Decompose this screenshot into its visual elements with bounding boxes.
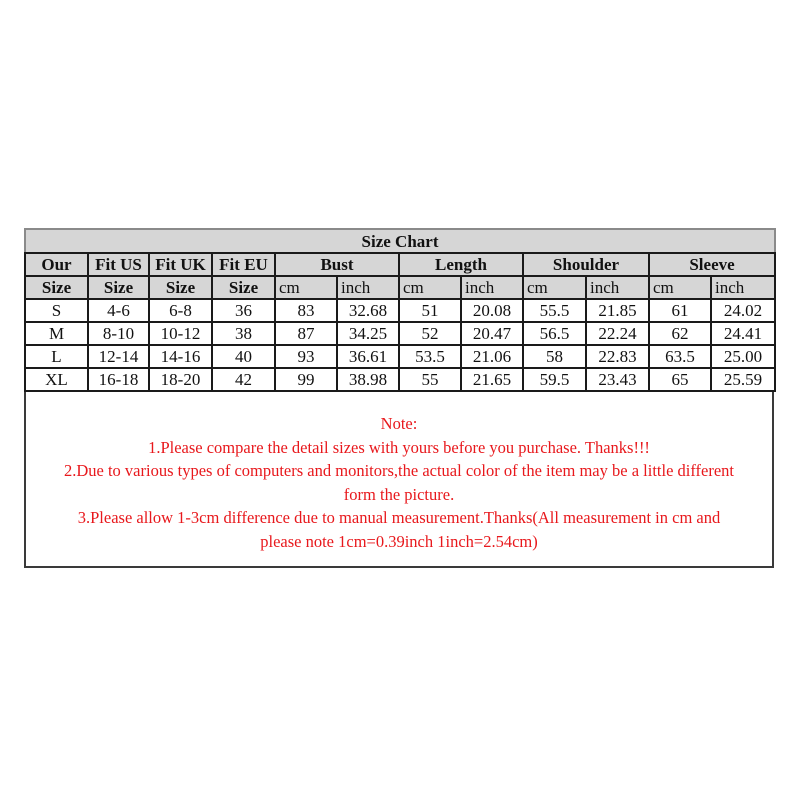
cell-length-cm: 52 bbox=[399, 322, 461, 345]
cell-bust-cm: 99 bbox=[275, 368, 337, 391]
cell-shoulder-cm: 59.5 bbox=[523, 368, 586, 391]
cell-length-inch: 21.65 bbox=[461, 368, 523, 391]
cell-sleeve-inch: 25.00 bbox=[711, 345, 775, 368]
cell-bust-cm: 87 bbox=[275, 322, 337, 345]
header-fit-uk: Fit UK bbox=[149, 253, 212, 276]
note-line-1: 1.Please compare the detail sizes with yours before you purchase. Thanks!!! bbox=[148, 437, 650, 457]
cell-uk: 6-8 bbox=[149, 299, 212, 322]
cell-length-inch: 20.08 bbox=[461, 299, 523, 322]
header-our-size: Our bbox=[25, 253, 88, 276]
cell-sleeve-cm: 65 bbox=[649, 368, 711, 391]
cell-sleeve-cm: 63.5 bbox=[649, 345, 711, 368]
unit-length-inch: inch bbox=[461, 276, 523, 299]
cell-eu: 36 bbox=[212, 299, 275, 322]
note-box bbox=[24, 392, 774, 568]
unit-bust-inch: inch bbox=[337, 276, 399, 299]
cell-length-cm: 51 bbox=[399, 299, 461, 322]
cell-size: L bbox=[25, 345, 88, 368]
header-shoulder: Shoulder bbox=[523, 253, 649, 276]
header-sleeve: Sleeve bbox=[649, 253, 775, 276]
unit-sleeve-inch: inch bbox=[711, 276, 775, 299]
cell-shoulder-cm: 55.5 bbox=[523, 299, 586, 322]
cell-size: S bbox=[25, 299, 88, 322]
cell-size: XL bbox=[25, 368, 88, 391]
cell-us: 12-14 bbox=[88, 345, 149, 368]
cell-sleeve-cm: 61 bbox=[649, 299, 711, 322]
cell-bust-inch: 32.68 bbox=[337, 299, 399, 322]
cell-us: 8-10 bbox=[88, 322, 149, 345]
header-fit-uk-2: Size bbox=[149, 276, 212, 299]
cell-bust-inch: 34.25 bbox=[337, 322, 399, 345]
cell-bust-cm: 93 bbox=[275, 345, 337, 368]
size-chart bbox=[24, 228, 774, 568]
unit-sleeve-cm: cm bbox=[649, 276, 711, 299]
cell-eu: 42 bbox=[212, 368, 275, 391]
header-bust: Bust bbox=[275, 253, 399, 276]
note-line-3: form the picture. bbox=[343, 484, 455, 504]
cell-bust-inch: 38.98 bbox=[337, 368, 399, 391]
cell-shoulder-cm: 56.5 bbox=[523, 322, 586, 345]
cell-uk: 18-20 bbox=[149, 368, 212, 391]
cell-length-cm: 53.5 bbox=[399, 345, 461, 368]
cell-eu: 38 bbox=[212, 322, 275, 345]
note-line-4: 3.Please allow 1-3cm difference due to manual measurement.Thanks(All measurement in cm and bbox=[77, 508, 721, 527]
cell-sleeve-inch: 24.02 bbox=[711, 299, 775, 322]
table-row bbox=[25, 368, 775, 391]
cell-shoulder-inch: 22.83 bbox=[586, 345, 649, 368]
table-title: Size Chart bbox=[25, 229, 775, 253]
cell-uk: 14-16 bbox=[149, 345, 212, 368]
table-row bbox=[25, 299, 775, 322]
unit-shoulder-cm: cm bbox=[523, 276, 586, 299]
cell-sleeve-inch: 24.41 bbox=[711, 322, 775, 345]
cell-bust-inch: 36.61 bbox=[337, 345, 399, 368]
cell-uk: 10-12 bbox=[149, 322, 212, 345]
cell-us: 16-18 bbox=[88, 368, 149, 391]
header-fit-us-2: Size bbox=[88, 276, 149, 299]
cell-sleeve-inch: 25.59 bbox=[711, 368, 775, 391]
cell-length-cm: 55 bbox=[399, 368, 461, 391]
unit-bust-cm: cm bbox=[275, 276, 337, 299]
cell-shoulder-cm: 58 bbox=[523, 345, 586, 368]
header-fit-eu: Fit EU bbox=[212, 253, 275, 276]
note-line-2: 2.Due to various types of computers and monitors,the actual color of the item may be a little different bbox=[63, 461, 735, 480]
note-heading: Note: bbox=[380, 414, 418, 433]
cell-shoulder-inch: 23.43 bbox=[586, 368, 649, 391]
cell-shoulder-inch: 22.24 bbox=[586, 322, 649, 345]
cell-sleeve-cm: 62 bbox=[649, 322, 711, 345]
header-fit-eu-2: Size bbox=[212, 276, 275, 299]
note-line-5: please note 1cm=0.39inch 1inch=2.54cm) bbox=[260, 531, 538, 551]
cell-eu: 40 bbox=[212, 345, 275, 368]
table-row bbox=[25, 345, 775, 368]
cell-us: 4-6 bbox=[88, 299, 149, 322]
header-our-size-2: Size bbox=[25, 276, 88, 299]
cell-size: M bbox=[25, 322, 88, 345]
cell-shoulder-inch: 21.85 bbox=[586, 299, 649, 322]
unit-shoulder-inch: inch bbox=[586, 276, 649, 299]
cell-bust-cm: 83 bbox=[275, 299, 337, 322]
cell-length-inch: 20.47 bbox=[461, 322, 523, 345]
cell-length-inch: 21.06 bbox=[461, 345, 523, 368]
table-row bbox=[25, 322, 775, 345]
header-fit-us: Fit US bbox=[88, 253, 149, 276]
header-length: Length bbox=[399, 253, 523, 276]
size-chart-table bbox=[24, 228, 776, 392]
unit-length-cm: cm bbox=[399, 276, 461, 299]
